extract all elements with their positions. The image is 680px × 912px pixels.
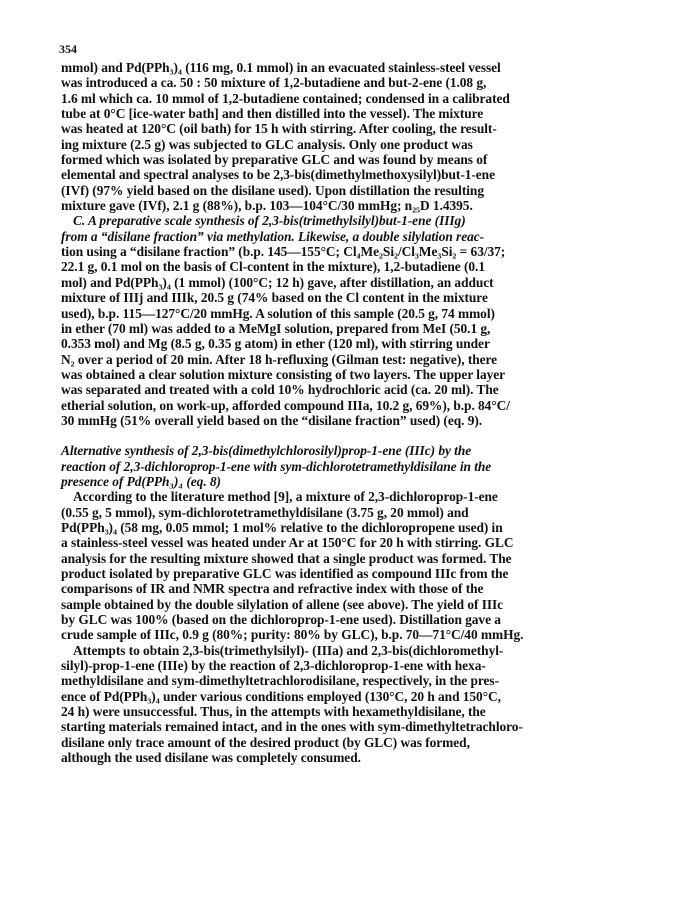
text-line: 30 mmHg (51% overall yield based on the “disilane fraction” used) (eq. 9).	[61, 412, 483, 428]
page-number: 354	[59, 42, 77, 56]
text-line: methyldisilane and sym-dimethyltetrachlorodisilane, respectively, in the pres-	[61, 673, 499, 689]
text-line: Pd(PPh₃)₄ (58 mg, 0.05 mmol; 1 mol% relative to the dichloropropene used) in	[61, 519, 503, 535]
text-line: starting materials remained intact, and in the ones with sym-dimethyltetrachloro-	[61, 719, 523, 735]
text-line: tube at 0°C [ice-water bath] and then distilled into the vessel). The mixture	[61, 106, 484, 122]
text-line: tion using a “disilane fraction” (b.p. 145—155°C; Cl₄Me₂Si₂/Cl₃Me₃Si₂ = 63/37;	[61, 244, 506, 260]
text-line: was separated and treated with a cold 10% hydrochloric acid (ca. 20 ml). The	[61, 382, 499, 398]
text-line: mmol) and Pd(PPh₃)₄ (116 mg, 0.1 mmol) in an evacuated stainless-steel vessel	[61, 60, 501, 75]
text-line: although the used disilane was completely consumed.	[61, 750, 361, 766]
text-line: C. A preparative scale synthesis of 2,3-bis(trimethylsilyl)but-1-ene (IIIg)	[73, 213, 466, 229]
text-line: mol) and Pd(PPh₃)₄ (1 mmol) (100°C; 12 h) gave, after distillation, an adduct	[61, 274, 494, 290]
text-line: silyl)-prop-1-ene (IIIe) by the reaction of 2,3-dichloroprop-1-ene with hexa-	[61, 658, 486, 674]
text-line: mixture of IIIj and IIIk, 20.5 g (74% based on the Cl content in the mixture	[61, 290, 488, 306]
text-line: (0.55 g, 5 mmol), sym-dichlorotetramethyldisilane (3.75 g, 20 mmol) and	[61, 504, 469, 520]
text-line: Attempts to obtain 2,3-bis(trimethylsilyl)- (IIIa) and 2,3-bis(dichloromethyl-	[73, 642, 504, 658]
text-line: ence of Pd(PPh₃)₄ under various conditions employed (130°C, 20 h and 150°C,	[61, 688, 501, 704]
text-line: ing mixture (2.5 g) was subjected to GLC analysis. Only one product was	[61, 136, 473, 152]
paragraph-gap	[61, 428, 634, 443]
text-line: elemental and spectral analyses to be 2,3-bis(dimethylmethoxysilyl)but-1-ene	[61, 167, 495, 183]
text-line: 0.353 mol) and Mg (8.5 g, 0.35 g atom) in ether (120 ml), with stirring under	[61, 336, 490, 352]
text-line: formed which was isolated by preparative GLC and was found by means of	[61, 152, 488, 168]
text-line: was obtained a clear solution mixture consisting of two layers. The upper layer	[61, 366, 506, 382]
text-line: in ether (70 ml) was added to a MeMgI solution, prepared from MeI (50.1 g,	[61, 320, 491, 336]
text-line: was introduced a ca. 50 : 50 mixture of 1,2-butadiene and but-2-ene (1.08 g,	[61, 75, 487, 91]
text-line: from a “disilane fraction” via methylation. Likewise, a double silylation reac-	[61, 228, 485, 244]
body-text	[61, 60, 634, 765]
text-line: etherial solution, on work-up, afforded compound IIIa, 10.2 g, 69%), b.p. 84°C/	[61, 397, 510, 413]
text-line: reaction of 2,3-dichloroprop-1-ene with sym-dichlorotetramethyldisilane in the	[61, 458, 492, 474]
text-line: used), b.p. 115—127°C/20 mmHg. A solution of this sample (20.5 g, 74 mmol)	[61, 305, 495, 321]
text-line: (IVf) (97% yield based on the disilane used). Upon distillation the resulting	[61, 182, 484, 198]
text-line: was heated at 120°C (oil bath) for 15 h with stirring. After cooling, the result-	[61, 121, 497, 137]
text-line: a stainless-steel vessel was heated under Ar at 150°C for 20 h with stirring. GLC	[61, 535, 514, 551]
text-line: product isolated by preparative GLC was identified as compound IIIc from the	[61, 566, 509, 581]
text-line: by GLC was 100% (based on the dichloroprop-1-ene used). Distillation gave a	[61, 612, 501, 628]
text-line: comparisons of IR and NMR spectra and refractive index with those of the	[61, 581, 484, 597]
text-line: sample obtained by the double silylation of allene (see above). The yield of IIIc	[61, 596, 504, 612]
text-line: mixture gave (IVf), 2.1 g (88%), b.p. 103—104°C/30 mmHg; n₂₅D 1.4395.	[61, 198, 473, 214]
text-line: presence of Pd(PPh₃)₄ (eq. 8)	[61, 473, 221, 489]
text-line: analysis for the resulting mixture showed that a single product was formed. The	[61, 550, 512, 566]
text-line: 1.6 ml which ca. 10 mmol of 1,2-butadiene contained; condensed in a calibrated	[61, 90, 510, 106]
text-line: 24 h) were unsuccessful. Thus, in the attempts with hexamethyldisilane, the	[61, 704, 486, 720]
text-line: Alternative synthesis of 2,3-bis(dimethylchlorosilyl)prop-1-ene (IIIc) by the	[61, 443, 472, 459]
text-line: N₂ over a period of 20 min. After 18 h-refluxing (Gilman test: negative), there	[61, 351, 498, 367]
text-line: crude sample of IIIc, 0.9 g (80%; purity: 80% by GLC), b.p. 70—71°C/40 mmHg.	[61, 627, 524, 643]
text-line: According to the literature method [9], a mixture of 2,3-dichloroprop-1-ene	[73, 489, 498, 505]
text-line: disilane only trace amount of the desired product (by GLC) was formed,	[61, 734, 470, 750]
text-line: 22.1 g, 0.1 mol on the basis of Cl-content in the mixture), 1,2-butadiene (0.1	[61, 259, 485, 275]
